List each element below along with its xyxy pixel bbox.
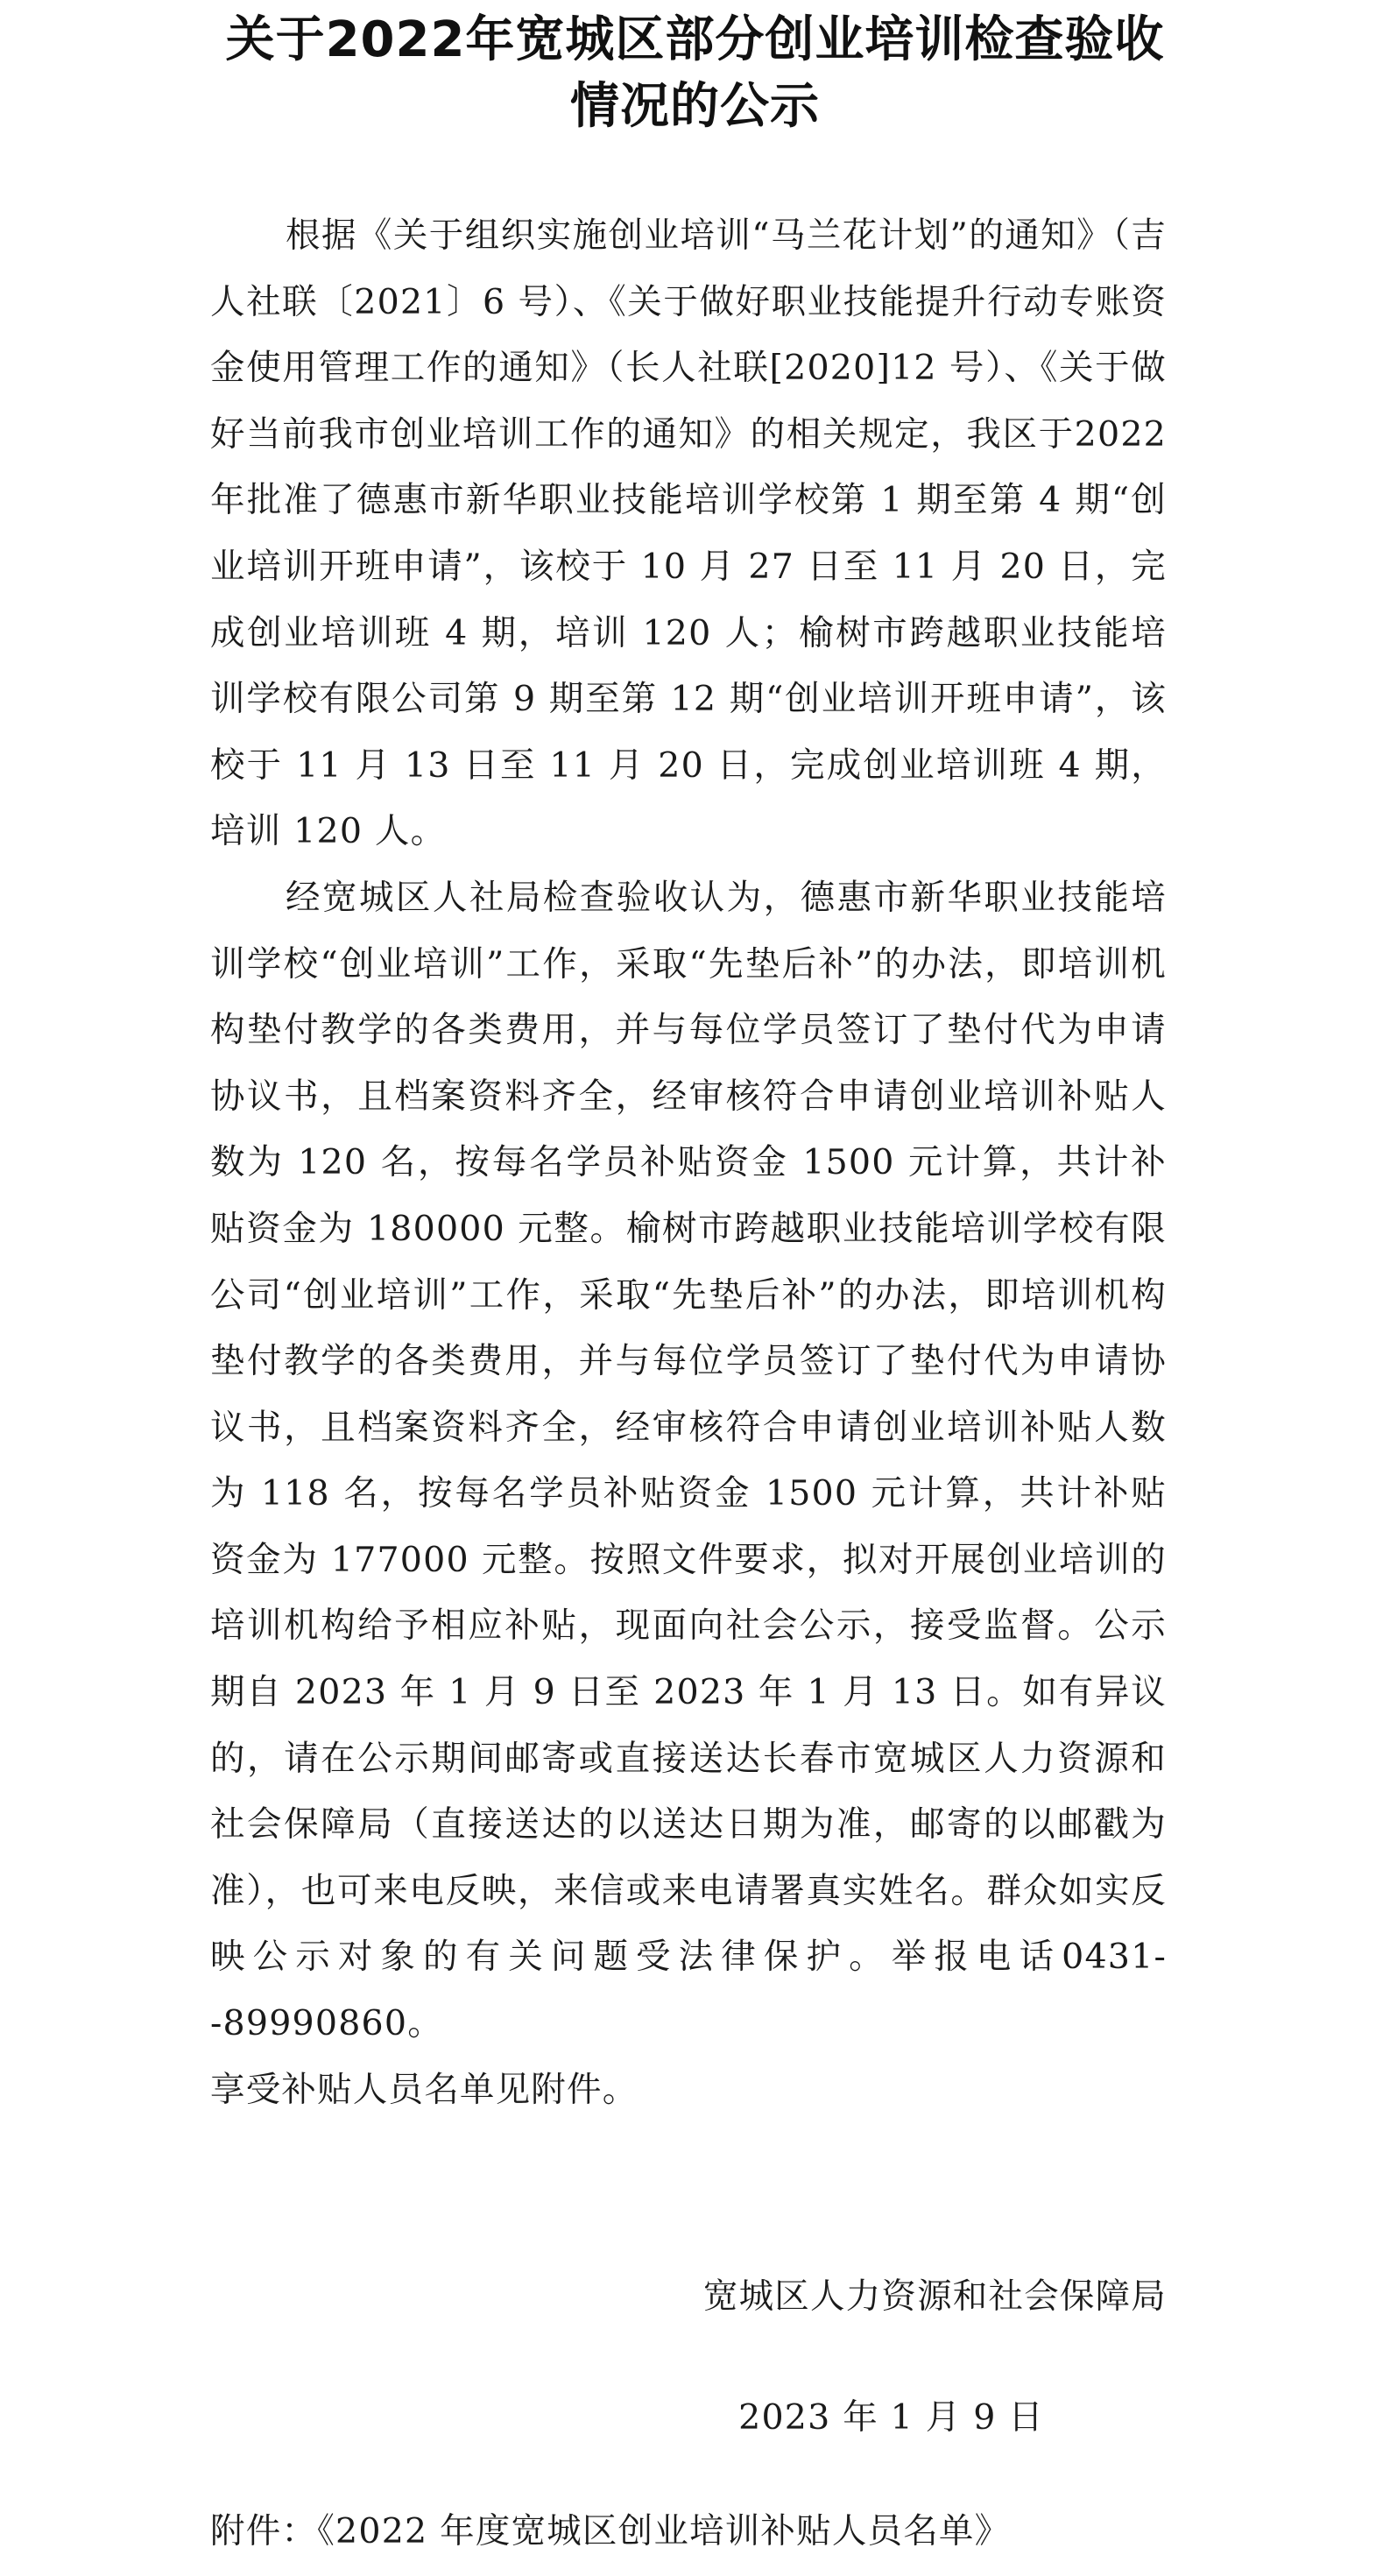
signature-organization: 宽城区人力资源和社会保障局 <box>702 2276 1167 2317</box>
paragraph-inspection-result: 经宽城区人社局检查验收认为，德惠市新华职业技能培训学校“创业培训”工作，采取“先垫后补”的办法，即培训机构垫付教学的各类费用，并与每位学员签订了垫付代为申请协议书，且档案资料齐全，经审核符合申请创业培训补贴人数为 120 名，按每名学员补贴资金 1500 元计算，共计补贴资金为 180000 元整。榆树市跨越职业技能培训学校有限公司“创业培训”工作，采取“先垫后补”的办法，即培训机构垫付教学的各类费用，并与每位学员签订了垫付代为申请协议书，且档案资料齐全，经审核符合申请创业培训补贴人数为 118 名，按每名学员补贴资金 1500 元计算，共计补贴资金为 177000 元整。按照文件要求，拟对开展创业培训的培训机构给予相应补贴，现面向社会公示，接受监督。公示期自 2023 年 1 月 9 日至 2023 年 1 月 13 日。如有异议的，请在公示期间邮寄或直接送达长春市宽城区人力资源和社会保障局（直接送达的以送达日期为准，邮寄的以邮戳为准），也可来电反映，来信或来电请署真实姓名。群众如实反映公示对象的有关问题受法律保护。举报电话0431--89990860。 <box>210 877 1167 2044</box>
paragraph-basis: 根据《关于组织实施创业培训“马兰花计划”的通知》（吉人社联〔2021〕6 号）、《关于做好职业技能提升行动专账资金使用管理工作的通知》（长人社联[2020]12 号）、《关于做好当前我市创业培训工作的通知》的相关规定，我区于2022 年批准了德惠市新华职业技能培训学校第 1 期至第 4 期“创业培训开班申请”，该校于 10 月 27 日至 11 月 20 日，完成创业培训班 4 期，培训 120 人；榆树市跨越职业技能培训学校有限公司第 9 期至第 12 期“创业培训开班申请”，该校于 11 月 13 日至 11 月 20 日，完成创业培训班 4 期，培训 120 人。 <box>210 215 1167 852</box>
paragraph-attachment-note: 享受补贴人员名单见附件。 <box>210 2069 639 2110</box>
document-title-line2: 情况的公示 <box>570 78 820 135</box>
document-body <box>210 203 1167 2123</box>
signature-date-line <box>210 2391 1167 2444</box>
document-title-line1: 关于2022年宽城区部分创业培训检查验收 <box>225 11 1165 68</box>
signature-date: 2023 年 1 月 9 日 <box>738 2397 1044 2438</box>
attachment-reference: 附件：《2022 年度宽城区创业培训补贴人员名单》 <box>210 2511 1011 2551</box>
